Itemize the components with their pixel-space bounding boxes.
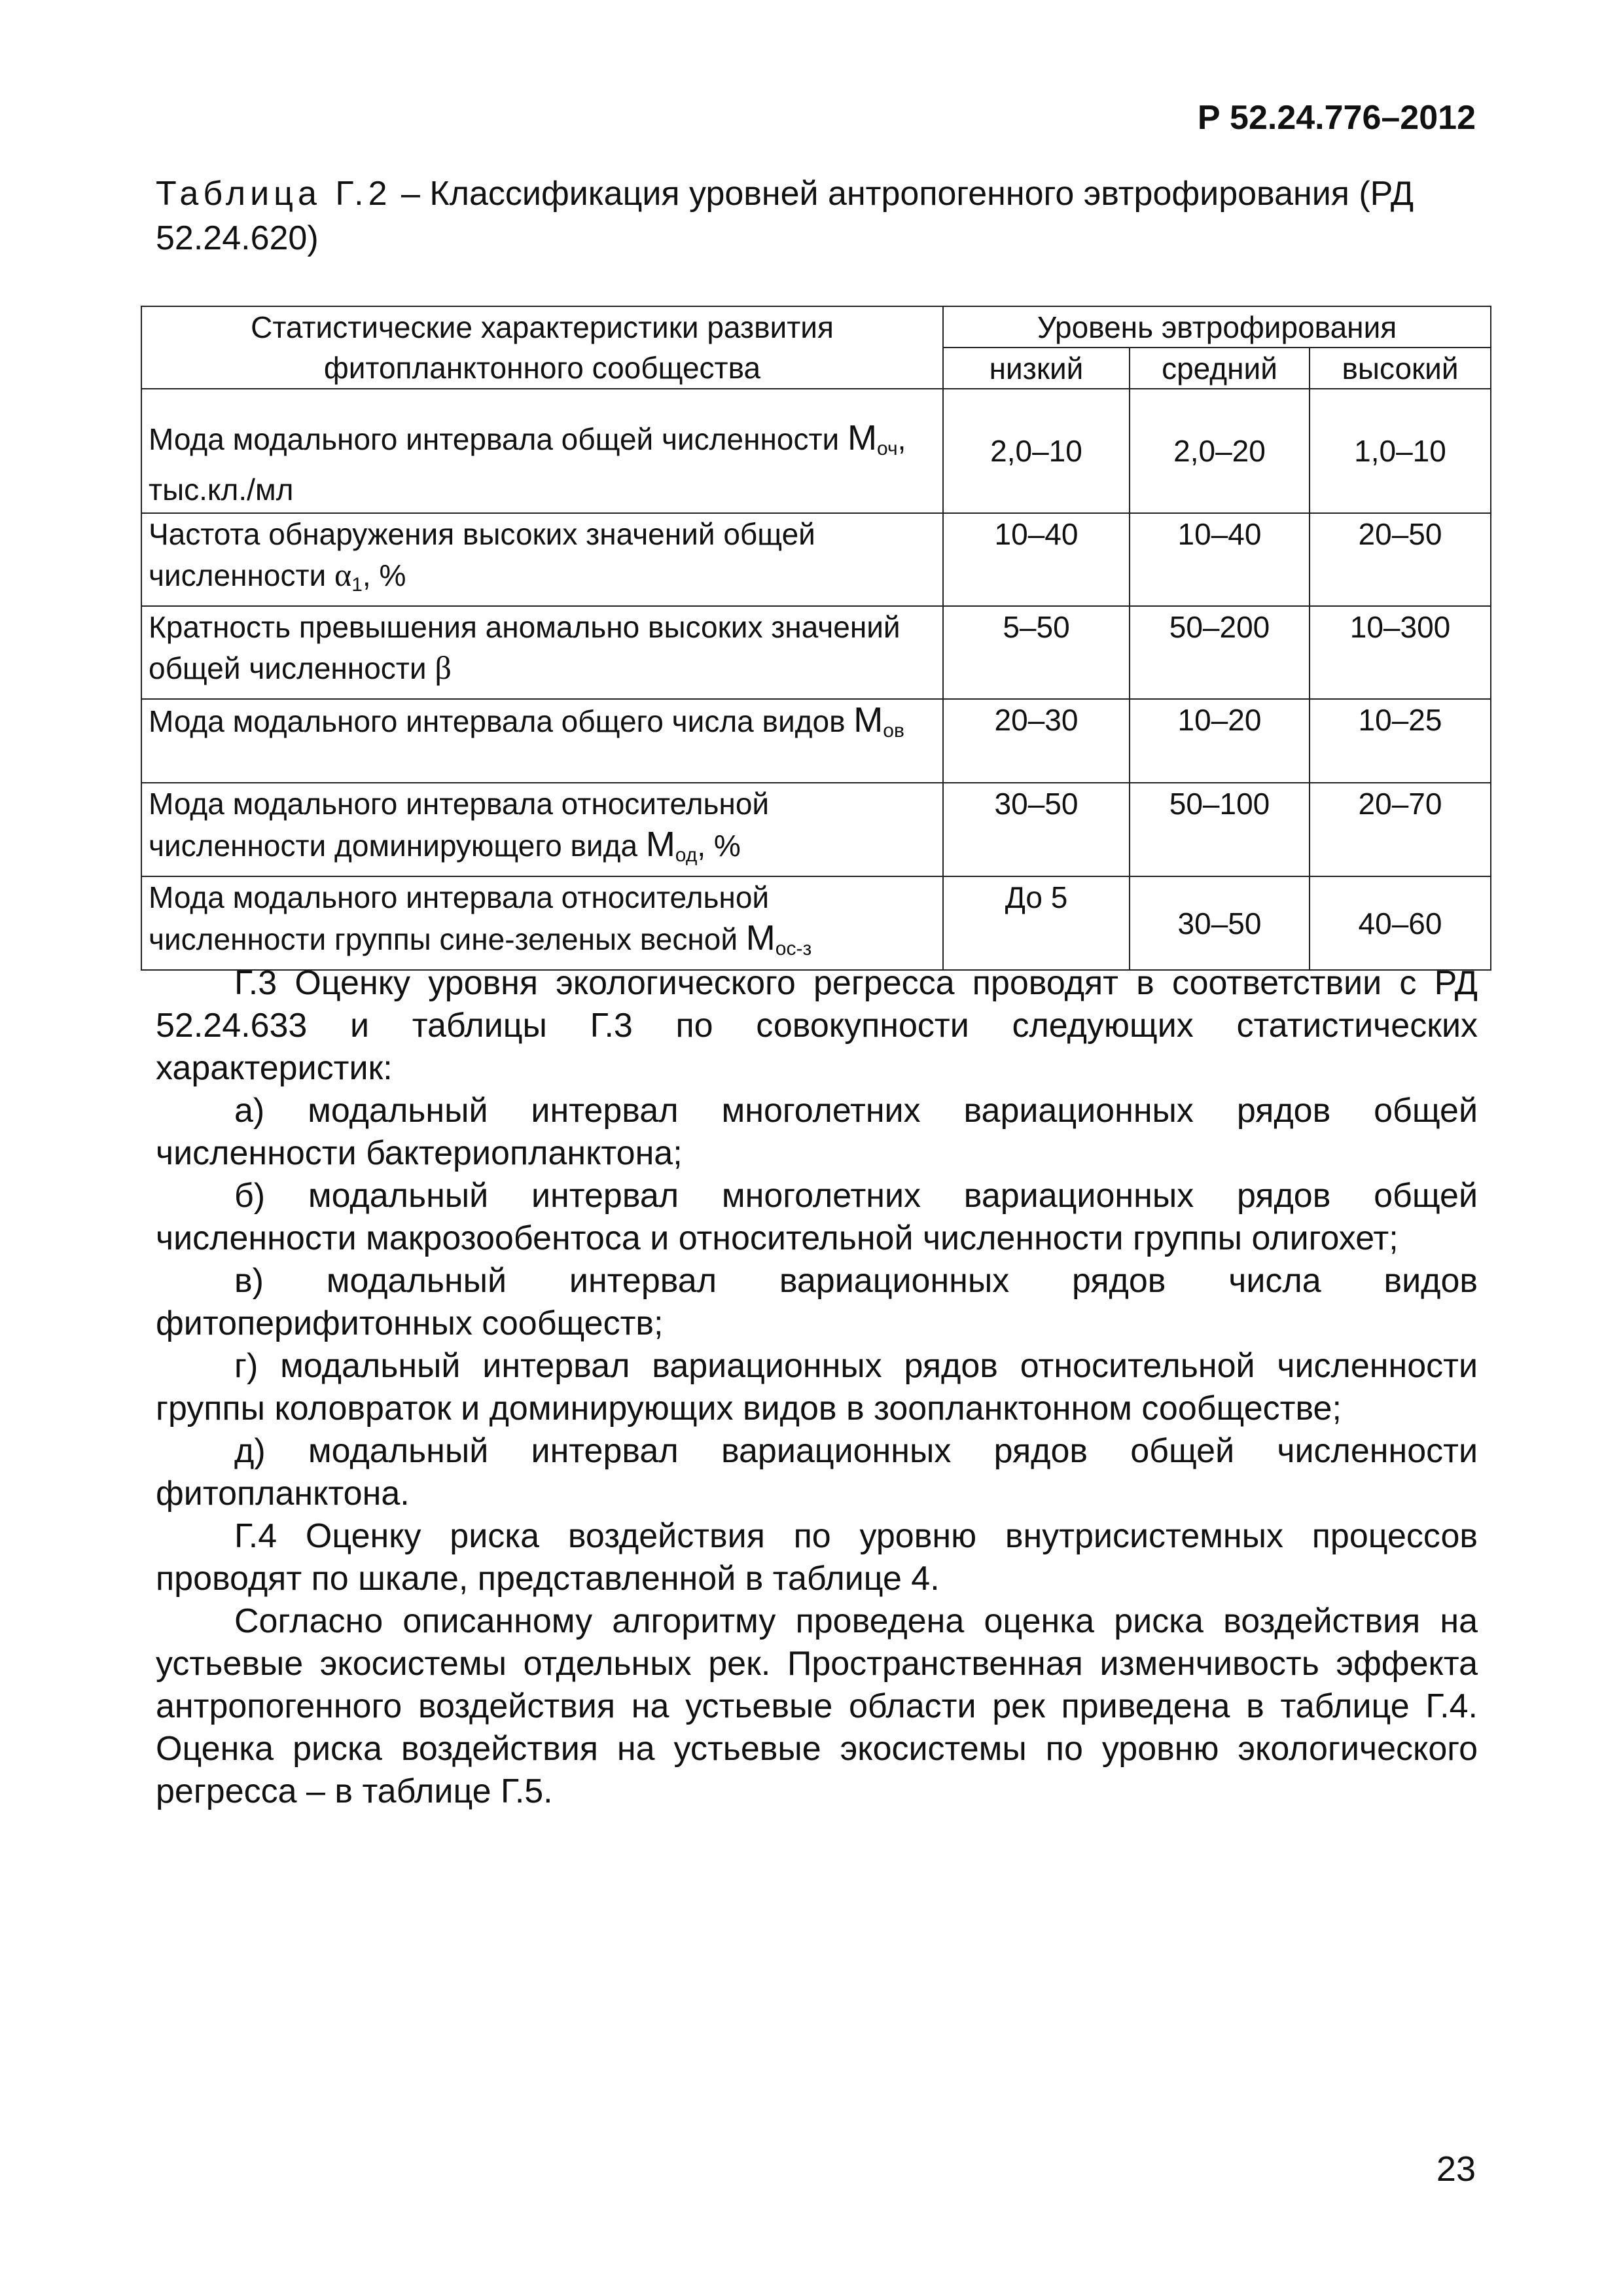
row-parameter: [141, 513, 943, 606]
page-number: 23: [1436, 2149, 1476, 2189]
list-item: а) модальный интервал многолетних вариационных рядов общей численности бактериопланктона;: [156, 1092, 1478, 1172]
param-unit: , тыс.кл./мл: [149, 422, 906, 507]
param-text: Кратность превышения аномально высоких значений общей численности: [149, 610, 901, 685]
eutrophication-table: [141, 306, 1491, 971]
value-high: 40–60: [1310, 876, 1491, 970]
param-symbol: M: [847, 418, 878, 457]
value-medium: 50–100: [1130, 783, 1310, 876]
param-subscript: 1: [351, 574, 363, 596]
header-parameter: Статистические характеристики развития фитопланктонного сообщества: [141, 306, 943, 389]
value-high: 10–300: [1310, 606, 1491, 699]
row-parameter: [141, 876, 943, 970]
paragraph-assessment: Согласно описанному алгоритму проведена оценка риска воздействия на устьевые экосистемы отдельных рек. Пространственная изменчивость эффекта антропогенного воздействия на устьевые области рек приведена в таблице Г.4. Оценка риска воздействия на устьевые экосистемы по уровню экологического регресса – в таблице Г.5.: [156, 1602, 1478, 1810]
param-text: Частота обнаружения высоких значений общей численности: [149, 517, 815, 592]
row-parameter: [141, 783, 943, 876]
table-caption: [156, 171, 1478, 260]
param-text: Мода модального интервала относительной численности доминирующего вида: [149, 787, 770, 863]
list-item: б) модальный интервал многолетних вариационных рядов общей численности макрозообентоса и относительной численности группы олигохет;: [156, 1177, 1478, 1257]
value-low: 10–40: [943, 513, 1130, 606]
header-level-high: высокий: [1310, 348, 1491, 389]
body-text: [156, 962, 1478, 1813]
param-subscript: оч: [877, 438, 898, 459]
value-high: 20–70: [1310, 783, 1491, 876]
paragraph-g3: Г.3 Оценку уровня экологического регресса проводят в соответствии с РД 52.24.633 и таблицы Г.3 по совокупности следующих статистических характеристик:: [156, 964, 1478, 1087]
row-parameter: [141, 389, 943, 513]
value-medium: 10–20: [1130, 699, 1310, 783]
value-medium: 2,0–20: [1130, 389, 1310, 513]
table-row: [141, 876, 1491, 970]
list-item: в) модальный интервал вариационных рядов числа видов фитоперифитонных сообществ;: [156, 1262, 1478, 1342]
table-row: [141, 606, 1491, 699]
value-low: 30–50: [943, 783, 1130, 876]
param-text: Мода модального интервала относительной численности группы сине-зеленых весной: [149, 880, 770, 956]
table-row: [141, 389, 1491, 513]
value-medium: 10–40: [1130, 513, 1310, 606]
value-high: 20–50: [1310, 513, 1491, 606]
table-row: [141, 513, 1491, 606]
header-level-medium: средний: [1130, 348, 1310, 389]
param-text: Мода модального интервала общей численности: [149, 422, 848, 456]
caption-dash: –: [391, 175, 430, 213]
value-high: 10–25: [1310, 699, 1491, 783]
value-medium: 50–200: [1130, 606, 1310, 699]
value-low: 5–50: [943, 606, 1130, 699]
param-symbol: M: [853, 700, 883, 740]
value-low: 20–30: [943, 699, 1130, 783]
row-parameter: [141, 606, 943, 699]
param-subscript: ов: [883, 720, 904, 742]
param-text: Мода модального интервала общего числа видов: [149, 704, 854, 738]
caption-text: Классификация уровней антропогенного эвтрофирования (РД 52.24.620): [156, 175, 1414, 257]
param-unit: , %: [362, 558, 406, 592]
list-item: г) модальный интервал вариационных рядов относительной численности группы коловраток и доминирующих видов в зоопланктонном сообществе;: [156, 1347, 1478, 1427]
header-level-low: низкий: [943, 348, 1130, 389]
caption-label: Таблица Г.2: [156, 175, 392, 213]
param-symbol: M: [745, 918, 776, 958]
document-code: Р 52.24.776–2012: [1197, 99, 1476, 137]
param-unit: , %: [697, 829, 741, 863]
param-symbol: M: [645, 825, 675, 864]
param-subscript: од: [675, 844, 698, 866]
list-item: д) модальный интервал вариационных рядов общей численности фитопланктона.: [156, 1432, 1478, 1513]
table-row: [141, 699, 1491, 783]
header-level: Уровень эвтрофирования: [943, 306, 1491, 348]
value-low: 2,0–10: [943, 389, 1130, 513]
value-low: До 5: [943, 876, 1130, 970]
param-symbol: α: [334, 556, 352, 593]
paragraph-g4: Г.4 Оценку риска воздействия по уровню внутрисистемных процессов проводят по шкале, представленной в таблице 4.: [156, 1517, 1478, 1598]
param-subscript: ос-з: [775, 938, 812, 960]
row-parameter: [141, 699, 943, 783]
table-row: [141, 783, 1491, 876]
param-symbol: β: [435, 649, 452, 686]
value-medium: 30–50: [1130, 876, 1310, 970]
value-high: 1,0–10: [1310, 389, 1491, 513]
